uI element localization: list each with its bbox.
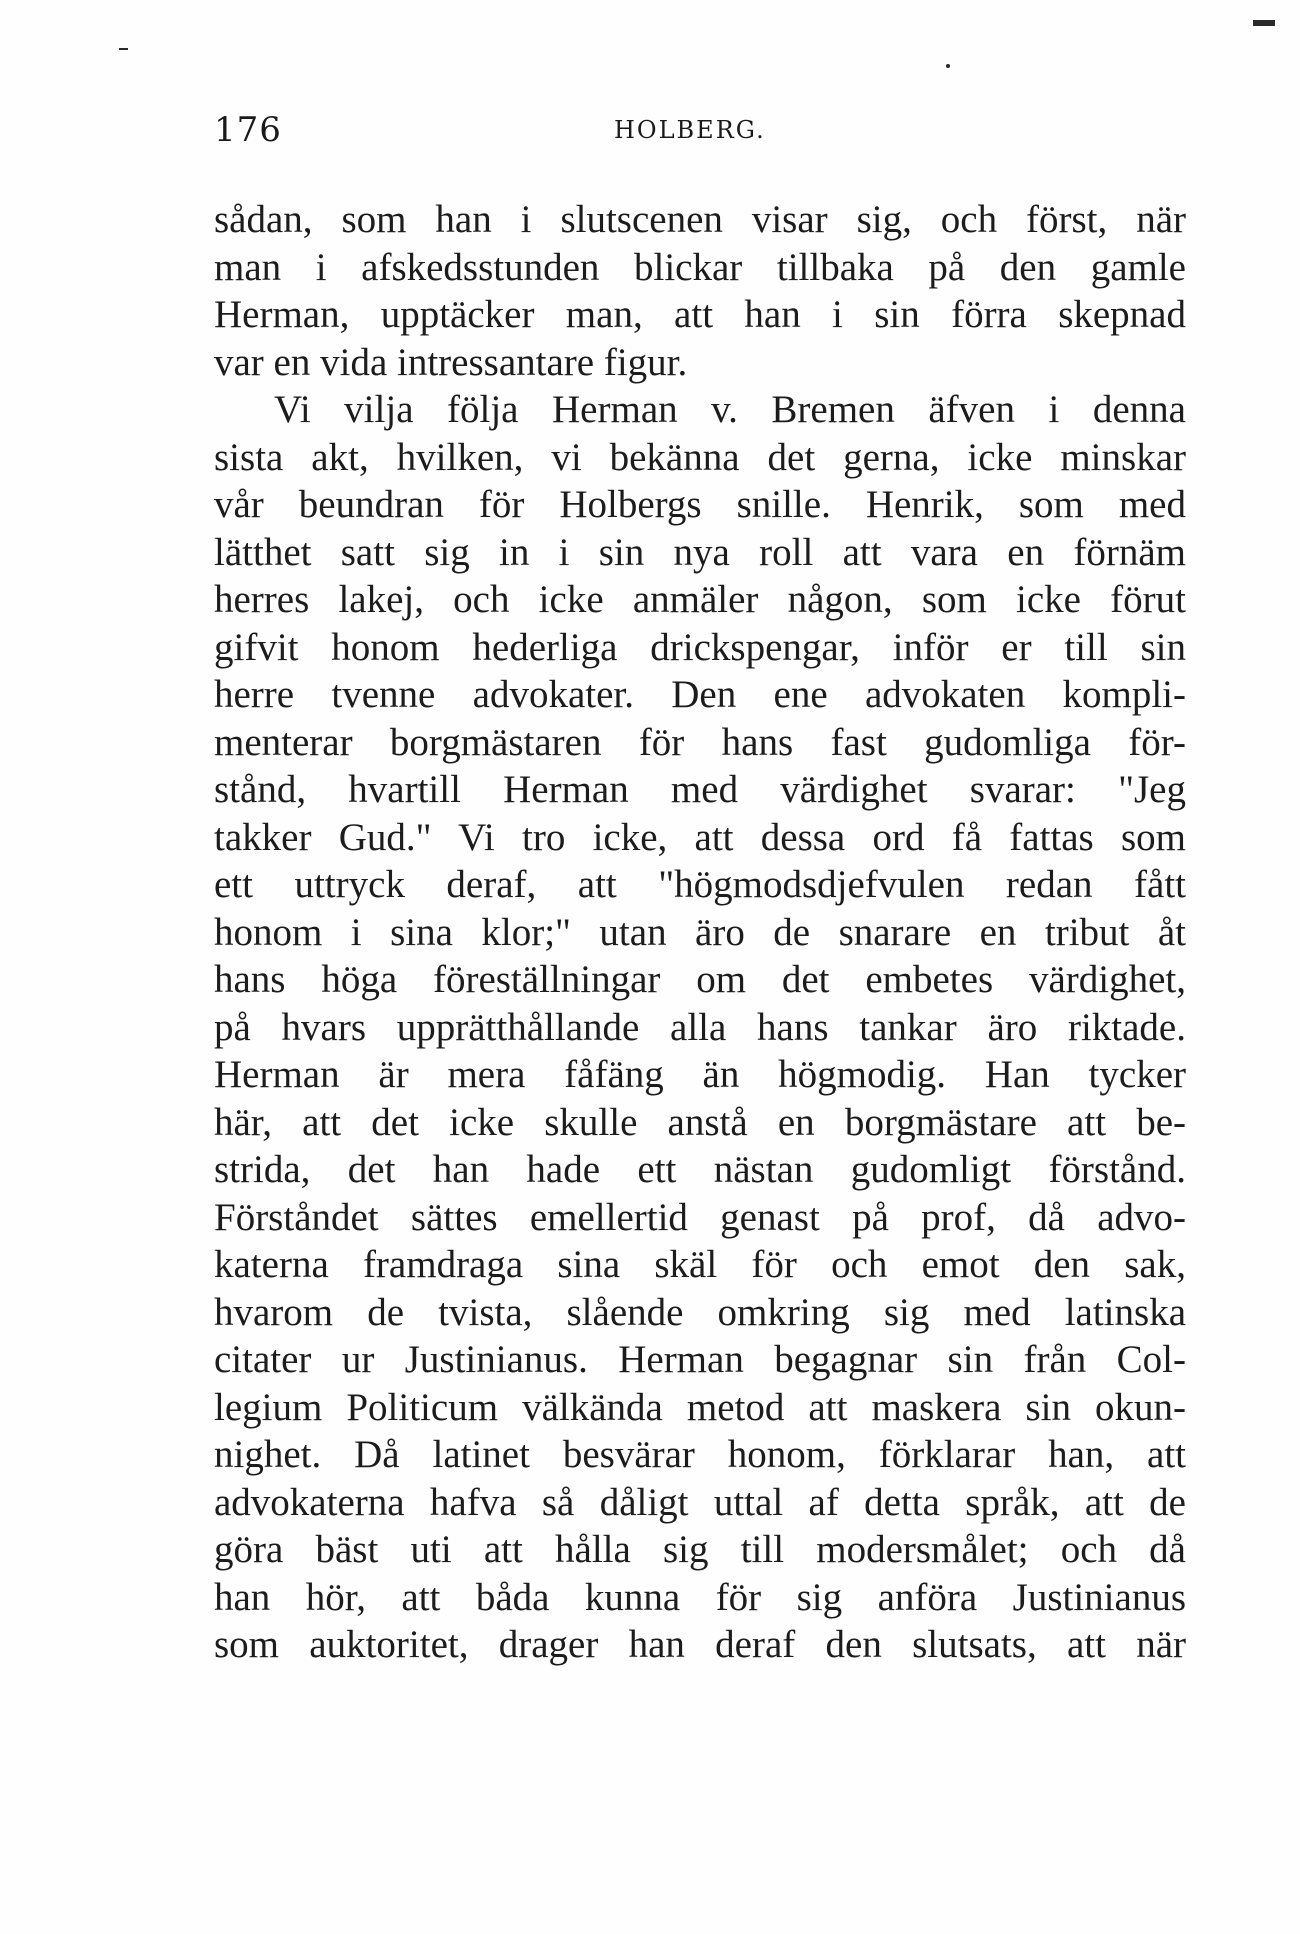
- text-line: vår beundran för Holbergs snille. Henrik, som med: [214, 483, 1186, 526]
- page-header: [214, 110, 1186, 150]
- text-line: herre tvenne advokater. Den ene advokaten kompli-: [214, 673, 1186, 716]
- text-line: herres lakej, och icke anmäler någon, som icke förut: [214, 578, 1186, 621]
- text-line: honom i sina klor;" utan äro de snarare en tribut åt: [214, 910, 1186, 954]
- text-line: ett uttryck deraf, att "högmodsdjefvulen redan fått: [214, 863, 1186, 906]
- text-line: menterar borgmästaren för hans fast gudomliga för-: [214, 720, 1186, 764]
- text-line: som auktoritet, drager han deraf den slutsats, att när: [214, 1623, 1186, 1666]
- text-line: här, att det icke skulle anstå en borgmästare att be-: [214, 1100, 1186, 1144]
- text-line: Vi vilja följa Herman v. Bremen äfven i denna: [274, 388, 1186, 431]
- text-line: man i afskedsstunden blickar tillbaka på den gamle: [214, 245, 1186, 289]
- text-line: gifvit honom hederliga drickspengar, inför er till sin: [214, 625, 1186, 669]
- text-line: nighet. Då latinet besvärar honom, förklarar han, att: [214, 1433, 1186, 1476]
- text-line: citater ur Justinianus. Herman begagnar sin från Col-: [214, 1338, 1186, 1381]
- text-line: göra bäst uti att hålla sig till modersmålet; och då: [214, 1528, 1186, 1571]
- text-line: Herman, upptäcker man, att han i sin förra skepnad: [214, 293, 1186, 336]
- page-number: 176: [214, 110, 282, 150]
- text-line: Förståndet sättes emellertid genast på prof, då advo-: [214, 1195, 1186, 1239]
- text-line: lätthet satt sig in i sin nya roll att vara en förnäm: [214, 530, 1186, 574]
- text-line: katerna framdraga sina skäl för och emot den sak,: [214, 1243, 1186, 1286]
- text-line: hans höga föreställningar om det embetes värdighet,: [214, 958, 1186, 1001]
- text-line: advokaterna hafva så dåligt uttal af detta språk, att de: [214, 1480, 1186, 1524]
- text-line: på hvars upprätthållande alla hans tankar äro riktade.: [214, 1005, 1186, 1049]
- scan-speck: [946, 64, 950, 68]
- text-line: stånd, hvartill Herman med värdighet svarar: "Jeg: [214, 768, 1186, 811]
- text-line: hvarom de tvista, slående omkring sig med latinska: [214, 1290, 1186, 1334]
- text-line: han hör, att båda kunna för sig anföra Justinianus: [214, 1575, 1186, 1619]
- text-line: legium Politicum välkända metod att maskera sin okun-: [214, 1385, 1186, 1429]
- text-line: sådan, som han i slutscenen visar sig, och först, när: [214, 198, 1186, 241]
- body-text: [214, 196, 1186, 1669]
- text-line: Herman är mera fåfäng än högmodig. Han tycker: [214, 1053, 1186, 1096]
- scan-speck: [1253, 20, 1275, 26]
- text-line: strida, det han hade ett nästan gudomligt förstånd.: [214, 1148, 1186, 1191]
- running-head: HOLBERG.: [614, 116, 766, 144]
- scan-speck: [119, 48, 128, 50]
- text-line: var en vida intressantare figur.: [214, 340, 688, 384]
- text-line: sista akt, hvilken, vi bekänna det gerna, icke minskar: [214, 435, 1186, 479]
- text-line: takker Gud." Vi tro icke, att dessa ord få fattas som: [214, 815, 1186, 859]
